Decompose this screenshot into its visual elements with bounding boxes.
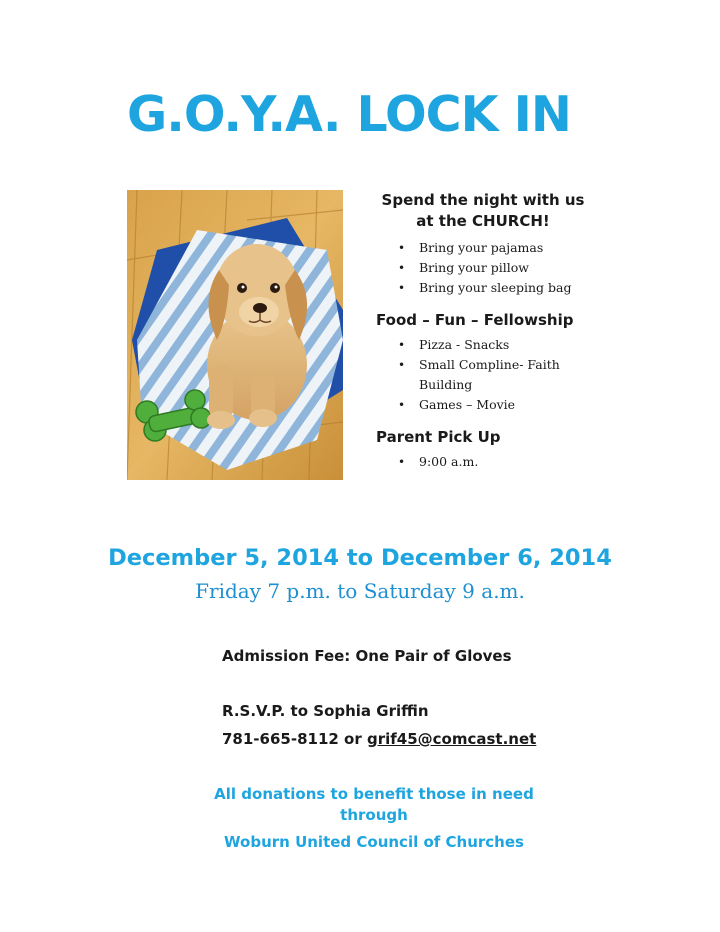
donations-through: through	[340, 806, 408, 824]
list-item: • Bring your pillow	[376, 258, 579, 278]
list-item: • Pizza - Snacks	[376, 335, 579, 355]
event-details	[376, 190, 606, 484]
bullet-icon: •	[398, 358, 406, 372]
pickup-heading: Parent Pick Up	[376, 428, 501, 446]
flyer-title: G.O.Y.A. LOCK IN	[127, 86, 571, 143]
list-item: • Bring your sleeping bag	[376, 278, 579, 298]
pickup-list	[376, 452, 606, 472]
bullet-icon: •	[398, 338, 406, 352]
donations-text: All donations to benefit those in need	[214, 785, 534, 803]
event-dates: December 5, 2014 to December 6, 2014	[108, 545, 612, 571]
email-link[interactable]: grif45@comcast.net	[366, 730, 537, 748]
list-item: • Small Compline- Faith Building	[398, 357, 560, 392]
bullet-icon: •	[398, 398, 406, 412]
puppy-image-icon	[127, 190, 343, 480]
bullet-icon: •	[398, 241, 406, 255]
list-item: • Games – Movie	[376, 395, 579, 415]
bullet-icon: •	[398, 281, 406, 295]
council-name: Woburn United Council of Churches	[224, 833, 524, 851]
phone-number: 781-665-8112 or	[222, 730, 367, 748]
bullet-icon: •	[398, 261, 406, 275]
bullet-icon: •	[398, 455, 406, 469]
event-times: Friday 7 p.m. to Saturday 9 a.m.	[195, 579, 525, 603]
food-heading: Food – Fun – Fellowship	[376, 311, 574, 329]
rsvp-contact: R.S.V.P. to Sophia Griffin	[222, 702, 429, 720]
admission-fee: Admission Fee: One Pair of Gloves	[222, 647, 512, 665]
puppy-photo	[127, 190, 343, 480]
intro-text: Spend the night with us at the CHURCH!	[381, 191, 585, 230]
bring-list	[376, 238, 606, 298]
food-list	[376, 335, 606, 415]
list-item: • 9:00 a.m.	[376, 452, 579, 472]
contact-line	[222, 730, 536, 748]
list-item: • Bring your pajamas	[376, 238, 579, 258]
